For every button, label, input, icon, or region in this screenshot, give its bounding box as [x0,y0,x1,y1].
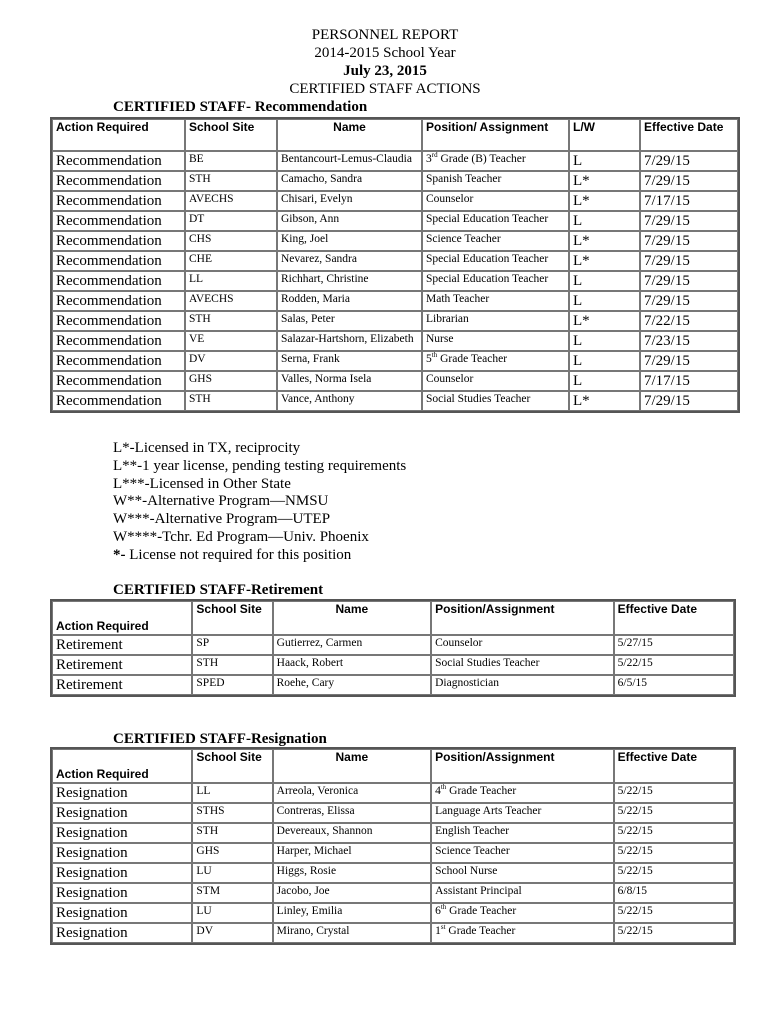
site-cell: STH [185,391,277,411]
name-cell: Rodden, Maria [277,291,422,311]
col-school-site: School Site [185,119,277,151]
name-cell: Bentancourt-Lemus-Claudia [277,151,422,171]
position-cell [431,903,614,923]
action-cell: Recommendation [52,311,185,331]
site-cell: DV [192,923,272,943]
col-position: Position/Assignment [431,749,614,783]
name-cell: Gibson, Ann [277,211,422,231]
name-cell: Serna, Frank [277,351,422,371]
table-row [52,231,738,251]
name-cell: Roehe, Cary [273,675,431,695]
position-cell: Spanish Teacher [422,171,569,191]
position-cell: Assistant Principal [431,883,614,903]
position-cell [422,151,569,171]
position-cell: Science Teacher [431,843,614,863]
position-cell: English Teacher [431,823,614,843]
table-row [52,191,738,211]
action-cell: Recommendation [52,391,185,411]
position-text: Grade Teacher [446,785,517,797]
position-cell: School Nurse [431,863,614,883]
action-cell: Resignation [52,783,192,803]
site-cell: GHS [185,371,277,391]
date-cell: 5/27/15 [614,635,734,655]
retirement-title: CERTIFIED STAFF-Retirement [113,582,324,598]
table-row [52,371,738,391]
position-cell: Librarian [422,311,569,331]
position-cell: Social Studies Teacher [431,655,614,675]
date-cell: 7/29/15 [640,351,738,371]
note-line: L*-Licensed in TX, reciprocity [113,440,301,456]
position-cell: Math Teacher [422,291,569,311]
table-row [52,171,738,191]
col-action-required: Action Required [52,601,192,635]
date-cell: 6/5/15 [614,675,734,695]
lw-cell: L [569,271,640,291]
ordinal-suffix: th [431,351,438,360]
date-cell: 7/29/15 [640,231,738,251]
name-cell: Nevarez, Sandra [277,251,422,271]
position-cell: Social Studies Teacher [422,391,569,411]
site-cell: STH [185,311,277,331]
col-effective-date: Effective Date [614,601,734,635]
date-cell: 5/22/15 [614,823,734,843]
action-cell: Recommendation [52,251,185,271]
col-lw: L/W [569,119,640,151]
action-cell: Recommendation [52,271,185,291]
table-row [52,863,734,883]
site-cell: DV [185,351,277,371]
position-cell: Diagnostician [431,675,614,695]
license-notes [113,440,406,565]
action-cell: Recommendation [52,331,185,351]
col-name: Name [277,119,422,151]
name-cell: Camacho, Sandra [277,171,422,191]
retirement-rows [52,635,734,695]
date-cell: 7/29/15 [640,391,738,411]
date-cell: 7/23/15 [640,331,738,351]
site-cell: BE [185,151,277,171]
col-school-site: School Site [192,749,272,783]
site-cell: AVECHS [185,191,277,211]
name-cell: Jacobo, Joe [273,883,431,903]
name-cell: Arreola, Veronica [273,783,431,803]
col-name: Name [273,749,431,783]
position-cell: Special Education Teacher [422,211,569,231]
note-line: L**-1 year license, pending testing requirements [113,457,407,474]
table-row [52,291,738,311]
position-cell: Counselor [431,635,614,655]
site-cell: VE [185,331,277,351]
action-cell: Resignation [52,923,192,943]
lw-cell: L* [569,231,640,251]
lw-cell: L [569,371,640,391]
site-cell: SPED [192,675,272,695]
position-cell [422,351,569,371]
table-row [52,655,734,675]
resignation-rows [52,783,734,943]
site-cell: STM [192,883,272,903]
note-line: W**-Alternative Program—NMSU [113,493,329,510]
name-cell: Mirano, Crystal [273,923,431,943]
col-name: Name [273,601,431,635]
date-cell: 5/22/15 [614,655,734,675]
col-effective-date: Effective Date [614,749,734,783]
ordinal-number: 5 [426,353,432,365]
school-year: 2014-2015 School Year [314,45,456,61]
name-cell: Salas, Peter [277,311,422,331]
action-cell: Retirement [52,635,192,655]
col-action-required: Action Required [52,119,185,151]
position-text: Grade Teacher [446,905,517,917]
position-cell: Language Arts Teacher [431,803,614,823]
report-subtitle: CERTIFIED STAFF ACTIONS [289,81,481,97]
action-cell: Retirement [52,675,192,695]
site-cell: STH [192,655,272,675]
table-header-row [52,119,738,151]
action-cell: Retirement [52,655,192,675]
col-school-site: School Site [192,601,272,635]
action-cell: Resignation [52,843,192,863]
lw-cell: L* [569,171,640,191]
name-cell: Linley, Emilia [273,903,431,923]
table-row [52,251,738,271]
ordinal-suffix: st [440,923,446,932]
ordinal-number: 4 [435,785,441,797]
position-cell [431,923,614,943]
table-row [52,923,734,943]
name-cell: Devereaux, Shannon [273,823,431,843]
table-row [52,211,738,231]
name-cell: Vance, Anthony [277,391,422,411]
date-cell: 7/29/15 [640,151,738,171]
position-cell: Counselor [422,371,569,391]
col-action-required: Action Required [52,749,192,783]
note-line [113,547,406,565]
lw-cell: L* [569,391,640,411]
recommendation-title: CERTIFIED STAFF- Recommendation [113,99,368,115]
recommendation-rows [52,151,738,411]
lw-cell: L [569,291,640,311]
date-cell: 7/17/15 [640,191,738,211]
name-cell: King, Joel [277,231,422,251]
lw-cell: L [569,351,640,371]
ordinal-suffix: th [440,903,447,912]
ordinal-number: 6 [435,905,441,917]
position-cell: Counselor [422,191,569,211]
recommendation-table [50,117,740,413]
action-cell: Recommendation [52,211,185,231]
date-cell: 7/29/15 [640,251,738,271]
retirement-table [50,599,736,697]
position-cell: Science Teacher [422,231,569,251]
date-cell: 7/22/15 [640,311,738,331]
lw-cell: L* [569,191,640,211]
site-cell: LU [192,863,272,883]
table-row [52,311,738,331]
report-title: PERSONNEL REPORT [311,27,459,43]
site-cell: STHS [192,803,272,823]
date-cell: 7/29/15 [640,291,738,311]
col-position: Position/Assignment [431,601,614,635]
date-cell: 7/29/15 [640,211,738,231]
note-line: L***-Licensed in Other State [113,475,291,492]
name-cell: Valles, Norma Isela [277,371,422,391]
lw-cell: L [569,331,640,351]
name-cell: Haack, Robert [273,655,431,675]
date-cell: 7/29/15 [640,171,738,191]
table-row [52,151,738,171]
position-cell [431,783,614,803]
position-text: Grade Teacher [437,353,508,365]
note-line: W***-Alternative Program—UTEP [113,511,331,528]
action-cell: Resignation [52,803,192,823]
ordinal-suffix: rd [431,151,438,160]
site-cell: AVECHS [185,291,277,311]
name-cell: Contreras, Elissa [273,803,431,823]
date-cell: 5/22/15 [614,843,734,863]
site-cell: STH [185,171,277,191]
lw-cell: L* [569,251,640,271]
table-row [52,391,738,411]
position-cell: Nurse [422,331,569,351]
table-row [52,823,734,843]
site-cell: LL [192,783,272,803]
date-cell: 5/22/15 [614,903,734,923]
date-cell: 6/8/15 [614,883,734,903]
name-cell: Gutierrez, Carmen [273,635,431,655]
site-cell: CHS [185,231,277,251]
site-cell: SP [192,635,272,655]
site-cell: LL [185,271,277,291]
table-header-row [52,749,734,783]
action-cell: Resignation [52,903,192,923]
name-cell: Chisari, Evelyn [277,191,422,211]
ordinal-number: 3 [426,153,432,165]
action-cell: Recommendation [52,231,185,251]
date-cell: 5/22/15 [614,803,734,823]
position-cell: Special Education Teacher [422,271,569,291]
name-cell: Higgs, Rosie [273,863,431,883]
action-cell: Recommendation [52,291,185,311]
name-cell: Salazar-Hartshorn, Elizabeth [277,331,422,351]
action-cell: Resignation [52,883,192,903]
col-effective-date: Effective Date [640,119,738,151]
note-line: W****-Tchr. Ed Program—Univ. Phoenix [113,528,369,545]
site-cell: DT [185,211,277,231]
table-row [52,783,734,803]
action-cell: Recommendation [52,191,185,211]
table-row [52,675,734,695]
resignation-title: CERTIFIED STAFF-Resignation [113,731,327,747]
name-cell: Richhart, Christine [277,271,422,291]
action-cell: Recommendation [52,371,185,391]
action-cell: Recommendation [52,351,185,371]
table-row [52,635,734,655]
action-cell: Recommendation [52,171,185,191]
table-row [52,843,734,863]
table-row [52,883,734,903]
ordinal-suffix: th [440,783,447,792]
lw-cell: L [569,151,640,171]
table-row [52,331,738,351]
name-cell: Harper, Michael [273,843,431,863]
lw-cell: L [569,211,640,231]
table-row [52,271,738,291]
table-row [52,803,734,823]
note-text: License not required for this position [125,546,352,563]
report-header [0,26,770,98]
action-cell: Resignation [52,823,192,843]
date-cell: 7/17/15 [640,371,738,391]
site-cell: CHE [185,251,277,271]
resignation-table [50,747,736,945]
note-asterisk: *- [113,546,126,563]
report-date: July 23, 2015 [343,63,427,79]
date-cell: 5/22/15 [614,863,734,883]
position-text: Grade Teacher [445,925,516,937]
site-cell: STH [192,823,272,843]
position-cell: Special Education Teacher [422,251,569,271]
position-text: Grade (B) Teacher [437,153,526,165]
action-cell: Recommendation [52,151,185,171]
table-header-row [52,601,734,635]
action-cell: Resignation [52,863,192,883]
lw-cell: L* [569,311,640,331]
ordinal-number: 1 [435,925,441,937]
date-cell: 7/29/15 [640,271,738,291]
table-row [52,351,738,371]
table-row [52,903,734,923]
date-cell: 5/22/15 [614,783,734,803]
col-position: Position/ Assignment [422,119,569,151]
site-cell: LU [192,903,272,923]
date-cell: 5/22/15 [614,923,734,943]
site-cell: GHS [192,843,272,863]
